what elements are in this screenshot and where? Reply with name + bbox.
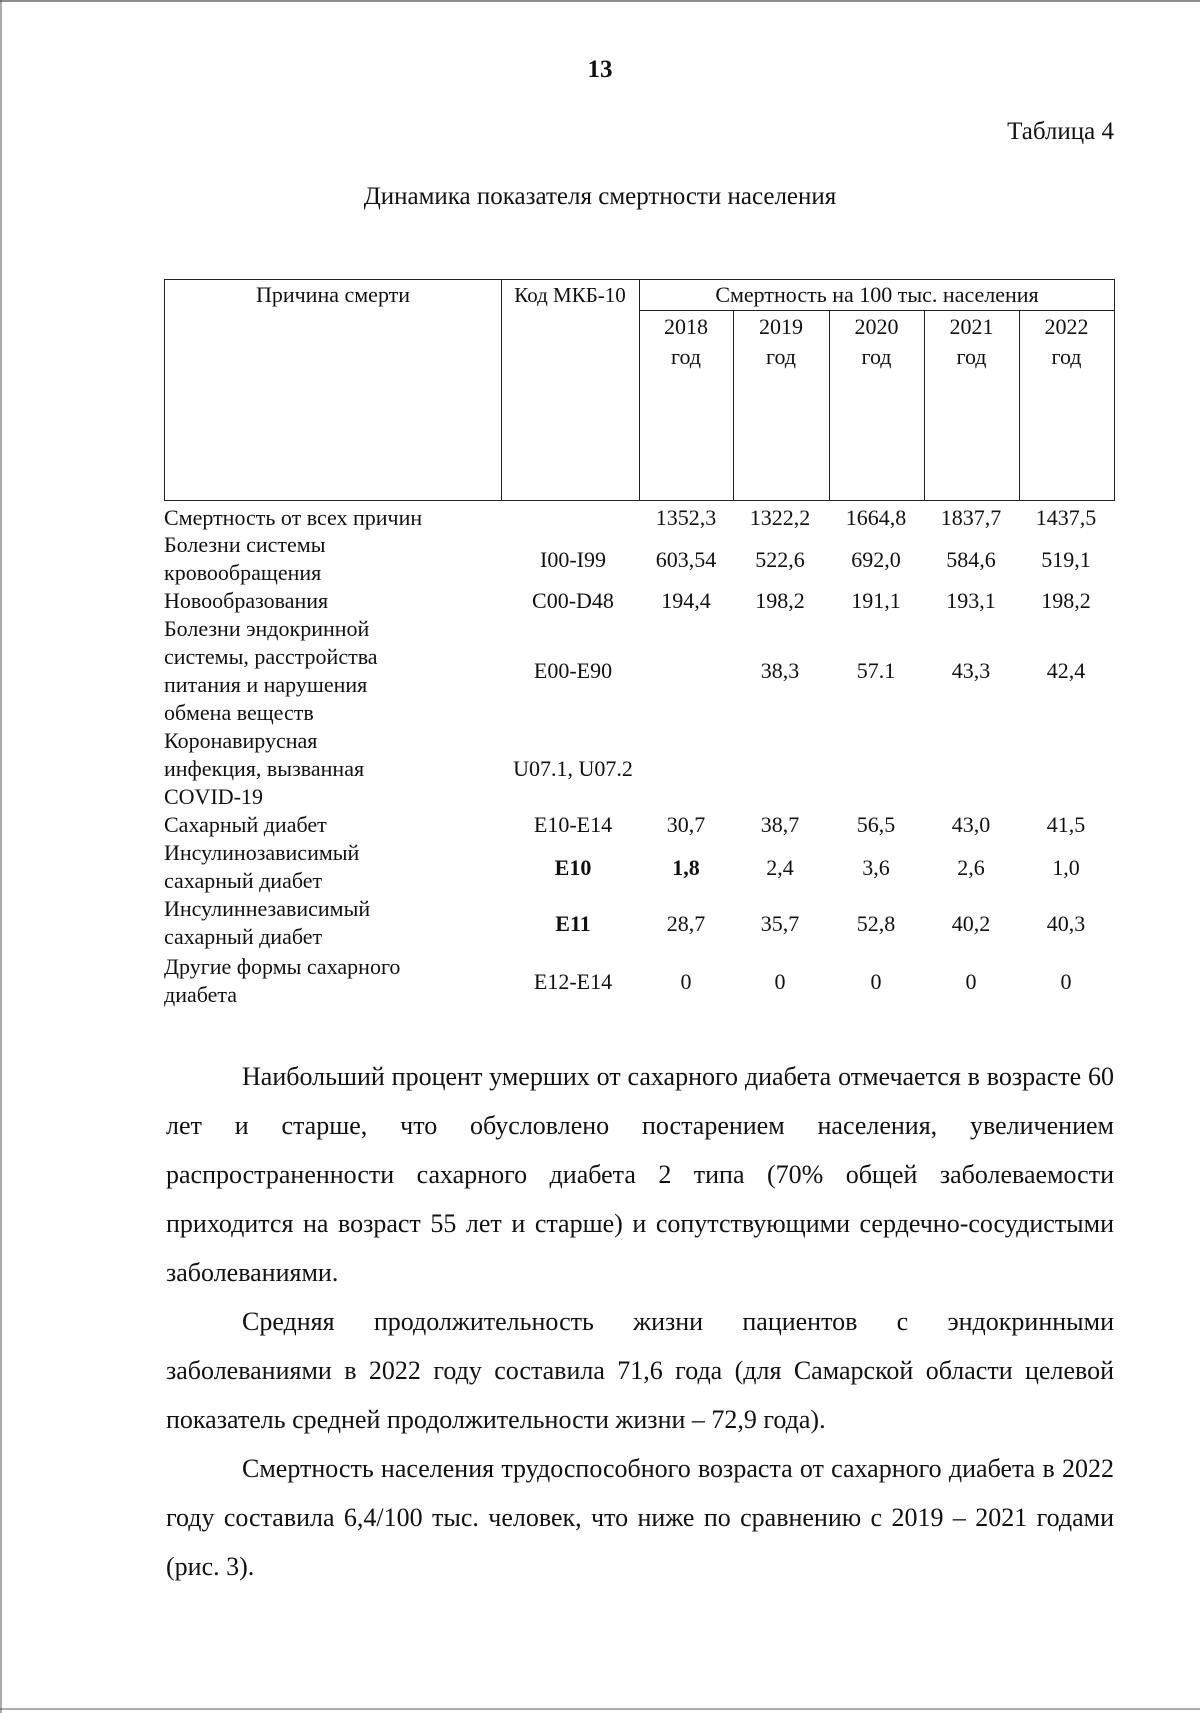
table-row [164, 811, 1115, 839]
header-cause: Причина смерти [255, 282, 411, 307]
scan-edge-top [0, 0, 1200, 2]
row-code: E10-E14 [533, 812, 613, 837]
row-value: 0 [774, 969, 786, 994]
row-cause: Другие формы сахарного диабета [164, 954, 401, 1007]
row-code: E00-E90 [533, 658, 613, 683]
row-value: 2,4 [766, 855, 794, 880]
row-value: 1437,5 [1035, 505, 1097, 530]
row-value: 0 [1060, 969, 1072, 994]
row-value: 56,5 [856, 812, 896, 837]
header-year [829, 312, 924, 372]
row-code: I00-I99 [540, 547, 606, 572]
paragraph: Смертность населения трудоспособного возраста от сахарного диабета в 2022 году составила 6,4/100 тыс. человек, что ниже по сравнению с 2019 – 2021 годами (рис. 3). [166, 1454, 1114, 1581]
row-value: 522,6 [755, 547, 805, 572]
row-cause: Болезни эндокринной системы, расстройства питания и нарушения обмена веществ [164, 616, 378, 725]
row-value: 692,0 [851, 547, 901, 572]
row-value: 28,7 [666, 911, 706, 936]
row-value: 1322,2 [749, 505, 811, 530]
row-value: 3,6 [862, 855, 890, 880]
scan-edge-left [0, 0, 2, 1713]
table-row [164, 839, 1115, 895]
row-value: 1837,7 [940, 505, 1002, 530]
header-rate: Смертность на 100 тыс. населения [715, 282, 1039, 307]
row-value: 1,8 [672, 855, 700, 880]
row-value: 38,3 [760, 658, 800, 683]
row-value: 1352,3 [655, 505, 717, 530]
year-unit: год [765, 344, 797, 369]
table-row [164, 615, 1115, 727]
row-code: E12-E14 [533, 969, 613, 994]
table-title: Динамика показателя смертности населения [363, 183, 837, 210]
row-code: E11 [555, 911, 591, 936]
row-value: 52,8 [856, 911, 896, 936]
row-cause: Смертность от всех причин [164, 505, 423, 530]
scan-edge-bottom [0, 1708, 1200, 1710]
row-value: 35,7 [760, 911, 800, 936]
row-cause: Инсулиннезависимый сахарный диабет [164, 896, 371, 949]
row-value: 584,6 [946, 547, 996, 572]
row-cause: Инсулинозависимый сахарный диабет [164, 840, 360, 893]
row-value: 603,54 [655, 547, 717, 572]
row-value: 0 [965, 969, 977, 994]
row-cause: Сахарный диабет [164, 812, 327, 837]
year-label: 2021 [949, 314, 994, 339]
row-value: 40,3 [1046, 911, 1086, 936]
table-row [164, 895, 1115, 951]
row-value: 0 [680, 969, 692, 994]
year-label: 2019 [759, 314, 803, 339]
row-value: 1664,8 [845, 505, 907, 530]
row-value: 42,4 [1046, 658, 1086, 683]
year-unit: год [956, 344, 987, 369]
row-value: 193,1 [946, 588, 996, 613]
paragraph: Наибольший процент умерших от сахарного диабета отмечается в возрасте 60 лет и старше, что обусловлено постарением населения, увеличением распространенности сахарного диабета 2 типа (70% общей заболеваемости приходится на возраст 55 лет и старше) и сопутствующими сердечно-сосудистыми заболеваниями. [166, 1062, 1114, 1287]
year-label: 2020 [854, 314, 899, 339]
row-value: 57.1 [856, 658, 896, 683]
row-cause: Новообразования [164, 588, 329, 613]
header-year [639, 312, 733, 372]
header-year [924, 312, 1019, 372]
row-value: 0 [870, 969, 882, 994]
year-label: 2022 [1044, 314, 1089, 339]
row-value: 40,2 [951, 911, 991, 936]
row-value: 43,3 [951, 658, 991, 683]
table-row [164, 953, 1115, 1009]
header-year [733, 312, 829, 372]
header-year [1019, 312, 1114, 372]
table-row [164, 727, 1115, 811]
row-value: 38,7 [760, 812, 800, 837]
year-unit: год [670, 344, 702, 369]
header-code: Код МКБ-10 [514, 283, 626, 307]
table-row [164, 587, 1115, 615]
row-code: C00-D48 [532, 588, 614, 613]
year-unit: год [1051, 344, 1082, 369]
table-header [164, 279, 1115, 501]
row-cause: Болезни системы кровообращения [164, 532, 326, 585]
page-number: 13 [587, 56, 613, 83]
row-value: 2,6 [957, 855, 985, 880]
row-value: 43,0 [951, 812, 991, 837]
row-value: 519,1 [1041, 547, 1091, 572]
row-value: 198,2 [755, 588, 805, 613]
table-label: Таблица 4 [1007, 118, 1114, 145]
row-value: 30,7 [666, 812, 706, 837]
row-value: 1,0 [1052, 855, 1080, 880]
table-row [164, 531, 1115, 587]
row-value: 194,4 [661, 588, 711, 613]
table-row [164, 504, 1115, 532]
row-value: 191,1 [851, 588, 901, 613]
row-value: 41,5 [1046, 812, 1086, 837]
paragraph: Средняя продолжительность жизни пациентов с эндокринными заболеваниями в 2022 году составила 71,6 года (для Самарской области целевой показатель средней продолжительности жизни – 72,9 года). [166, 1307, 1114, 1434]
header-divider-cause [501, 280, 502, 500]
year-unit: год [861, 344, 892, 369]
row-code: E10 [554, 855, 592, 880]
row-value: 198,2 [1041, 588, 1091, 613]
year-label: 2018 [664, 314, 708, 339]
row-cause: Коронавирусная инфекция, вызванная COVID-19 [164, 728, 365, 809]
header-divider-rate [639, 310, 1115, 311]
row-code: U07.1, U07.2 [513, 756, 633, 781]
